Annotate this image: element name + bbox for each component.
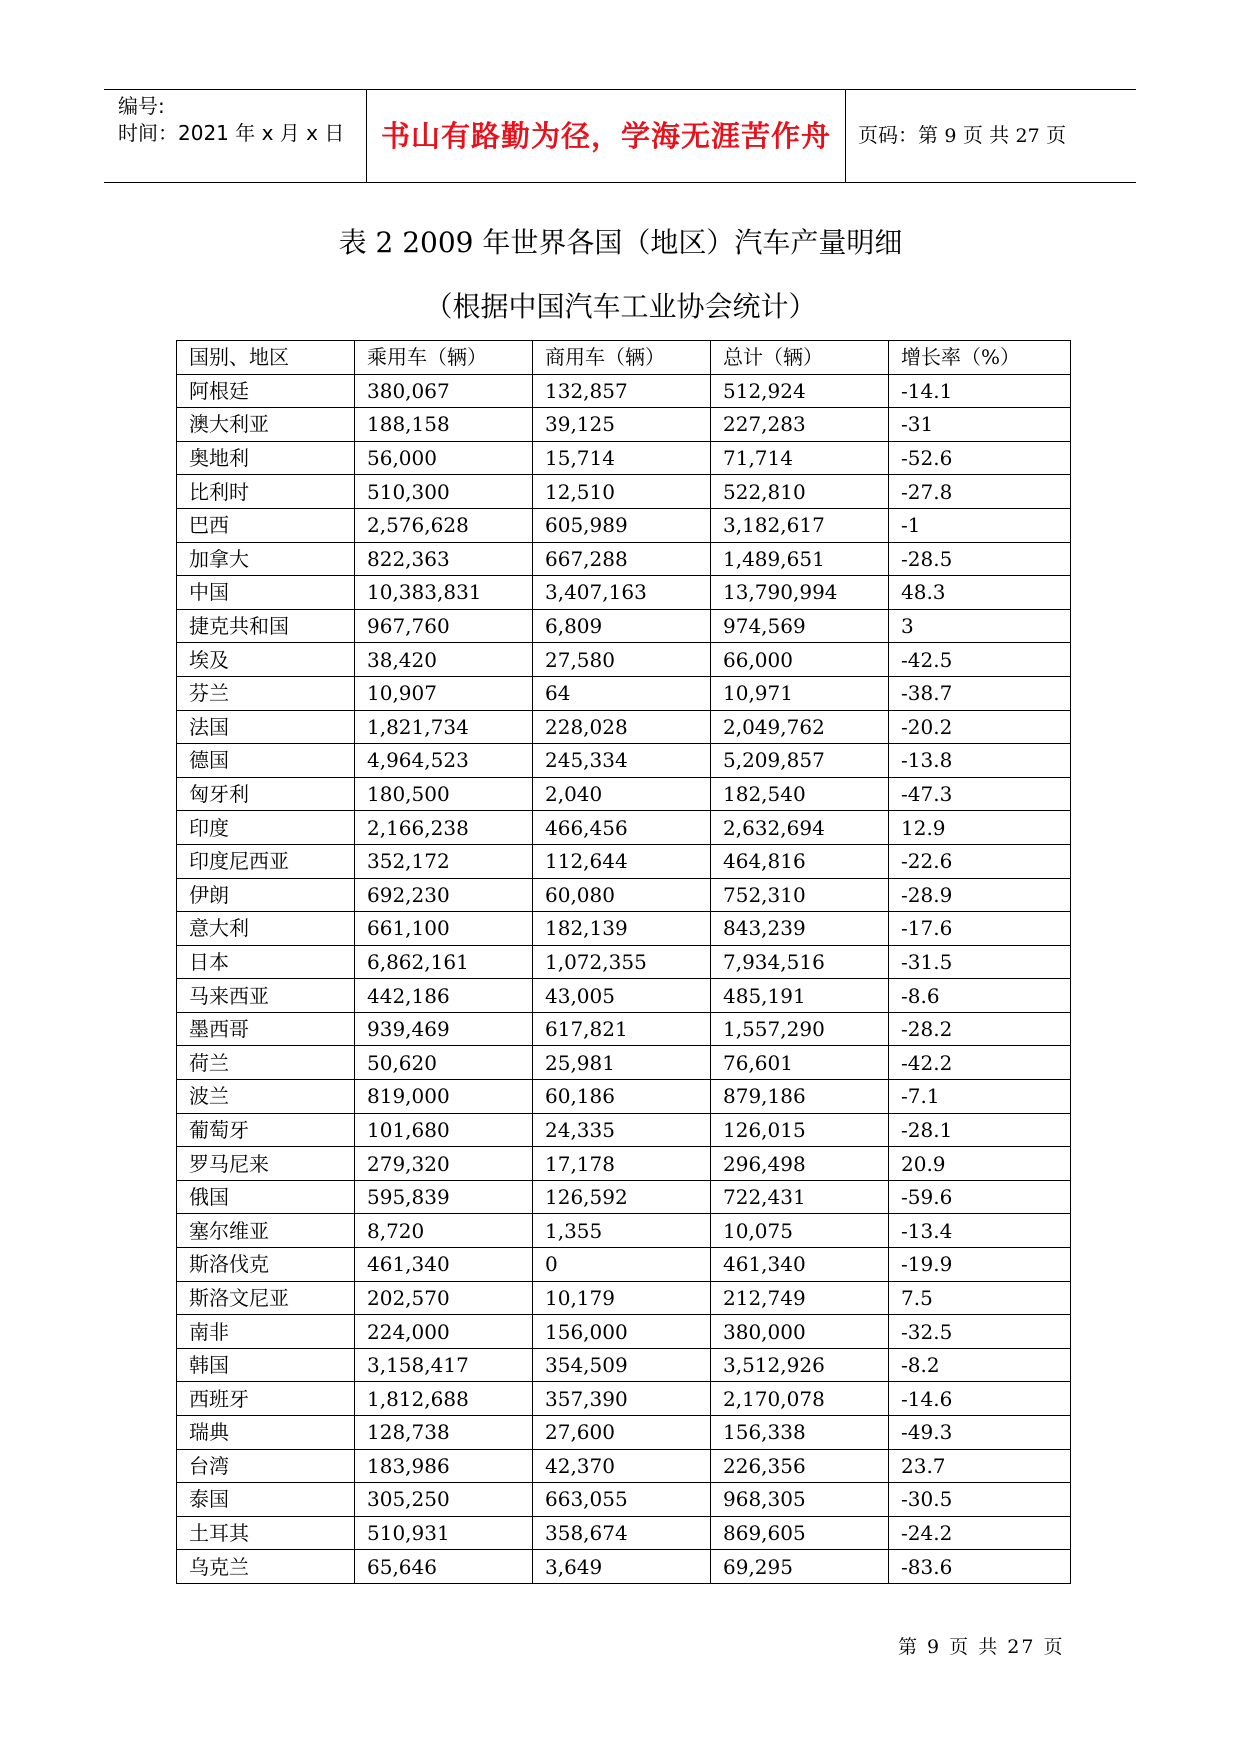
passenger-cell: 202,570 (355, 1281, 533, 1315)
passenger-cell: 10,907 (355, 676, 533, 710)
production-table (176, 340, 1071, 1584)
page-code-middle: 页 共 (962, 123, 1010, 147)
region-cell: 葡萄牙 (177, 1113, 355, 1147)
page-code-total: 27 (1015, 125, 1040, 147)
growth-cell: -32.5 (889, 1315, 1071, 1349)
document-number-label: 编号: (118, 94, 165, 118)
growth-cell: -8.6 (889, 979, 1071, 1013)
commercial-cell: 466,456 (533, 811, 711, 845)
table-row (177, 1483, 1071, 1517)
region-cell: 意大利 (177, 912, 355, 946)
table-row (177, 811, 1071, 845)
total-cell: 879,186 (711, 1080, 889, 1114)
growth-cell: -14.1 (889, 374, 1071, 408)
table-subtitle: （根据中国汽车工业协会统计） (424, 290, 817, 323)
region-cell: 马来西亚 (177, 979, 355, 1013)
page-footer: 第 9 页 共 27 页 (898, 1636, 1065, 1658)
region-cell: 中国 (177, 576, 355, 610)
total-cell: 843,239 (711, 912, 889, 946)
passenger-cell: 3,158,417 (355, 1348, 533, 1382)
table-row (177, 1046, 1071, 1080)
table-row (177, 945, 1071, 979)
commercial-cell: 0 (533, 1248, 711, 1282)
table-row (177, 1348, 1071, 1382)
region-cell: 日本 (177, 945, 355, 979)
page-code-prefix: 页码：第 (858, 123, 938, 147)
commercial-cell: 2,040 (533, 777, 711, 811)
growth-cell: -27.8 (889, 475, 1071, 509)
passenger-cell: 101,680 (355, 1113, 533, 1147)
region-cell: 印度 (177, 811, 355, 845)
passenger-cell: 939,469 (355, 1012, 533, 1046)
passenger-cell: 442,186 (355, 979, 533, 1013)
commercial-cell: 132,857 (533, 374, 711, 408)
growth-cell: -28.9 (889, 878, 1071, 912)
table-row (177, 542, 1071, 576)
region-cell: 法国 (177, 710, 355, 744)
region-cell: 俄国 (177, 1180, 355, 1214)
passenger-cell: 2,166,238 (355, 811, 533, 845)
commercial-cell: 182,139 (533, 912, 711, 946)
table-row (177, 844, 1071, 878)
table-row (177, 1248, 1071, 1282)
growth-cell: -28.5 (889, 542, 1071, 576)
total-cell: 71,714 (711, 441, 889, 475)
passenger-cell: 822,363 (355, 542, 533, 576)
total-cell: 722,431 (711, 1180, 889, 1214)
passenger-cell: 461,340 (355, 1248, 533, 1282)
table-row (177, 1550, 1071, 1584)
region-cell: 德国 (177, 744, 355, 778)
passenger-cell: 6,862,161 (355, 945, 533, 979)
growth-cell: 48.3 (889, 576, 1071, 610)
total-cell: 5,209,857 (711, 744, 889, 778)
commercial-cell: 39,125 (533, 408, 711, 442)
table-title: 表 2 2009 年世界各国（地区）汽车产量明细 (338, 226, 903, 259)
region-cell: 加拿大 (177, 542, 355, 576)
table-row (177, 912, 1071, 946)
total-cell: 464,816 (711, 844, 889, 878)
growth-cell: -24.2 (889, 1516, 1071, 1550)
table-row (177, 1449, 1071, 1483)
growth-cell: -42.5 (889, 643, 1071, 677)
table-row (177, 609, 1071, 643)
table-row (177, 676, 1071, 710)
growth-cell: -13.4 (889, 1214, 1071, 1248)
growth-cell: -19.9 (889, 1248, 1071, 1282)
region-cell: 波兰 (177, 1080, 355, 1114)
region-cell: 比利时 (177, 475, 355, 509)
commercial-cell: 228,028 (533, 710, 711, 744)
page-code-current: 9 (944, 125, 957, 147)
table-row (177, 1113, 1071, 1147)
region-cell: 奥地利 (177, 441, 355, 475)
commercial-cell: 6,809 (533, 609, 711, 643)
total-cell: 296,498 (711, 1147, 889, 1181)
total-cell: 182,540 (711, 777, 889, 811)
commercial-cell: 42,370 (533, 1449, 711, 1483)
commercial-cell: 27,580 (533, 643, 711, 677)
passenger-cell: 279,320 (355, 1147, 533, 1181)
region-cell: 巴西 (177, 508, 355, 542)
total-cell: 752,310 (711, 878, 889, 912)
commercial-cell: 17,178 (533, 1147, 711, 1181)
total-cell: 512,924 (711, 374, 889, 408)
growth-cell: -59.6 (889, 1180, 1071, 1214)
region-cell: 芬兰 (177, 676, 355, 710)
passenger-cell: 65,646 (355, 1550, 533, 1584)
table-header-row (177, 341, 1071, 375)
region-cell: 澳大利亚 (177, 408, 355, 442)
commercial-cell: 64 (533, 676, 711, 710)
region-cell: 瑞典 (177, 1416, 355, 1450)
total-cell: 10,075 (711, 1214, 889, 1248)
header-cell-passenger: 乘用车（辆） (355, 341, 533, 375)
growth-cell: 3 (889, 609, 1071, 643)
passenger-cell: 2,576,628 (355, 508, 533, 542)
commercial-cell: 1,072,355 (533, 945, 711, 979)
page-header (104, 89, 1136, 183)
total-cell: 380,000 (711, 1315, 889, 1349)
growth-cell: -31 (889, 408, 1071, 442)
passenger-cell: 180,500 (355, 777, 533, 811)
commercial-cell: 12,510 (533, 475, 711, 509)
region-cell: 西班牙 (177, 1382, 355, 1416)
header-page-code (858, 123, 1066, 148)
table-row (177, 643, 1071, 677)
passenger-cell: 188,158 (355, 408, 533, 442)
passenger-cell: 10,383,831 (355, 576, 533, 610)
commercial-cell: 663,055 (533, 1483, 711, 1517)
table-row (177, 710, 1071, 744)
total-cell: 968,305 (711, 1483, 889, 1517)
table-row (177, 1180, 1071, 1214)
commercial-cell: 10,179 (533, 1281, 711, 1315)
region-cell: 荷兰 (177, 1046, 355, 1080)
table-row (177, 1382, 1071, 1416)
commercial-cell: 60,080 (533, 878, 711, 912)
passenger-cell: 692,230 (355, 878, 533, 912)
total-cell: 461,340 (711, 1248, 889, 1282)
region-cell: 泰国 (177, 1483, 355, 1517)
total-cell: 3,182,617 (711, 508, 889, 542)
growth-cell: -28.2 (889, 1012, 1071, 1046)
growth-cell: -30.5 (889, 1483, 1071, 1517)
passenger-cell: 4,964,523 (355, 744, 533, 778)
document-time-label: 时间：2021 年 x 月 x 日 (118, 121, 345, 145)
passenger-cell: 595,839 (355, 1180, 533, 1214)
passenger-cell: 50,620 (355, 1046, 533, 1080)
passenger-cell: 1,821,734 (355, 710, 533, 744)
passenger-cell: 819,000 (355, 1080, 533, 1114)
growth-cell: 20.9 (889, 1147, 1071, 1181)
growth-cell: 7.5 (889, 1281, 1071, 1315)
total-cell: 126,015 (711, 1113, 889, 1147)
total-cell: 227,283 (711, 408, 889, 442)
table-row (177, 576, 1071, 610)
commercial-cell: 43,005 (533, 979, 711, 1013)
table-row (177, 979, 1071, 1013)
total-cell: 226,356 (711, 1449, 889, 1483)
header-motto: 书山有路勤为径，学海无涯苦作舟 (380, 119, 831, 153)
total-cell: 156,338 (711, 1416, 889, 1450)
header-cell-region: 国别、地区 (177, 341, 355, 375)
total-cell: 522,810 (711, 475, 889, 509)
header-cell-growth: 增长率（%） (889, 341, 1071, 375)
table-row (177, 777, 1071, 811)
table-row (177, 508, 1071, 542)
passenger-cell: 510,300 (355, 475, 533, 509)
region-cell: 埃及 (177, 643, 355, 677)
growth-cell: -38.7 (889, 676, 1071, 710)
growth-cell: -1 (889, 508, 1071, 542)
region-cell: 印度尼西亚 (177, 844, 355, 878)
table-row (177, 1416, 1071, 1450)
commercial-cell: 354,509 (533, 1348, 711, 1382)
table-row (177, 1315, 1071, 1349)
header-page-cell (846, 90, 1136, 182)
region-cell: 土耳其 (177, 1516, 355, 1550)
growth-cell: -42.2 (889, 1046, 1071, 1080)
total-cell: 485,191 (711, 979, 889, 1013)
region-cell: 斯洛文尼亚 (177, 1281, 355, 1315)
passenger-cell: 38,420 (355, 643, 533, 677)
header-cell-total: 总计（辆） (711, 341, 889, 375)
table-row (177, 1281, 1071, 1315)
passenger-cell: 380,067 (355, 374, 533, 408)
total-cell: 3,512,926 (711, 1348, 889, 1382)
passenger-cell: 56,000 (355, 441, 533, 475)
commercial-cell: 245,334 (533, 744, 711, 778)
page-code-suffix: 页 (1046, 123, 1067, 147)
passenger-cell: 352,172 (355, 844, 533, 878)
growth-cell: -52.6 (889, 441, 1071, 475)
header-cell-commercial: 商用车（辆） (533, 341, 711, 375)
total-cell: 76,601 (711, 1046, 889, 1080)
total-cell: 2,049,762 (711, 710, 889, 744)
commercial-cell: 3,649 (533, 1550, 711, 1584)
header-info-cell (104, 90, 367, 182)
region-cell: 斯洛伐克 (177, 1248, 355, 1282)
region-cell: 台湾 (177, 1449, 355, 1483)
commercial-cell: 357,390 (533, 1382, 711, 1416)
region-cell: 南非 (177, 1315, 355, 1349)
commercial-cell: 24,335 (533, 1113, 711, 1147)
commercial-cell: 358,674 (533, 1516, 711, 1550)
region-cell: 伊朗 (177, 878, 355, 912)
commercial-cell: 126,592 (533, 1180, 711, 1214)
growth-cell: -13.8 (889, 744, 1071, 778)
growth-cell: -28.1 (889, 1113, 1071, 1147)
table-row (177, 1080, 1071, 1114)
commercial-cell: 60,186 (533, 1080, 711, 1114)
total-cell: 66,000 (711, 643, 889, 677)
growth-cell: -8.2 (889, 1348, 1071, 1382)
total-cell: 212,749 (711, 1281, 889, 1315)
growth-cell: -14.6 (889, 1382, 1071, 1416)
total-cell: 869,605 (711, 1516, 889, 1550)
commercial-cell: 112,644 (533, 844, 711, 878)
total-cell: 13,790,994 (711, 576, 889, 610)
table-row (177, 1147, 1071, 1181)
region-cell: 匈牙利 (177, 777, 355, 811)
growth-cell: -7.1 (889, 1080, 1071, 1114)
header-motto-cell (367, 90, 846, 182)
region-cell: 墨西哥 (177, 1012, 355, 1046)
table-row (177, 1012, 1071, 1046)
commercial-cell: 27,600 (533, 1416, 711, 1450)
region-cell: 乌克兰 (177, 1550, 355, 1584)
commercial-cell: 15,714 (533, 441, 711, 475)
commercial-cell: 1,355 (533, 1214, 711, 1248)
commercial-cell: 156,000 (533, 1315, 711, 1349)
table-row (177, 1516, 1071, 1550)
passenger-cell: 183,986 (355, 1449, 533, 1483)
total-cell: 1,557,290 (711, 1012, 889, 1046)
table-row (177, 374, 1071, 408)
region-cell: 罗马尼来 (177, 1147, 355, 1181)
passenger-cell: 224,000 (355, 1315, 533, 1349)
growth-cell: -83.6 (889, 1550, 1071, 1584)
total-cell: 69,295 (711, 1550, 889, 1584)
commercial-cell: 25,981 (533, 1046, 711, 1080)
table-row (177, 475, 1071, 509)
passenger-cell: 1,812,688 (355, 1382, 533, 1416)
total-cell: 2,170,078 (711, 1382, 889, 1416)
table-row (177, 744, 1071, 778)
passenger-cell: 128,738 (355, 1416, 533, 1450)
growth-cell: 23.7 (889, 1449, 1071, 1483)
passenger-cell: 305,250 (355, 1483, 533, 1517)
region-cell: 韩国 (177, 1348, 355, 1382)
growth-cell: -22.6 (889, 844, 1071, 878)
total-cell: 974,569 (711, 609, 889, 643)
commercial-cell: 667,288 (533, 542, 711, 576)
region-cell: 阿根廷 (177, 374, 355, 408)
passenger-cell: 661,100 (355, 912, 533, 946)
table-row (177, 1214, 1071, 1248)
region-cell: 塞尔维亚 (177, 1214, 355, 1248)
region-cell: 捷克共和国 (177, 609, 355, 643)
passenger-cell: 8,720 (355, 1214, 533, 1248)
passenger-cell: 510,931 (355, 1516, 533, 1550)
total-cell: 7,934,516 (711, 945, 889, 979)
commercial-cell: 617,821 (533, 1012, 711, 1046)
growth-cell: -49.3 (889, 1416, 1071, 1450)
growth-cell: -17.6 (889, 912, 1071, 946)
table-row (177, 878, 1071, 912)
table-row (177, 408, 1071, 442)
production-table-body (177, 341, 1071, 1584)
commercial-cell: 605,989 (533, 508, 711, 542)
total-cell: 10,971 (711, 676, 889, 710)
table-row (177, 441, 1071, 475)
growth-cell: -47.3 (889, 777, 1071, 811)
growth-cell: -31.5 (889, 945, 1071, 979)
growth-cell: 12.9 (889, 811, 1071, 845)
commercial-cell: 3,407,163 (533, 576, 711, 610)
growth-cell: -20.2 (889, 710, 1071, 744)
total-cell: 1,489,651 (711, 542, 889, 576)
passenger-cell: 967,760 (355, 609, 533, 643)
total-cell: 2,632,694 (711, 811, 889, 845)
